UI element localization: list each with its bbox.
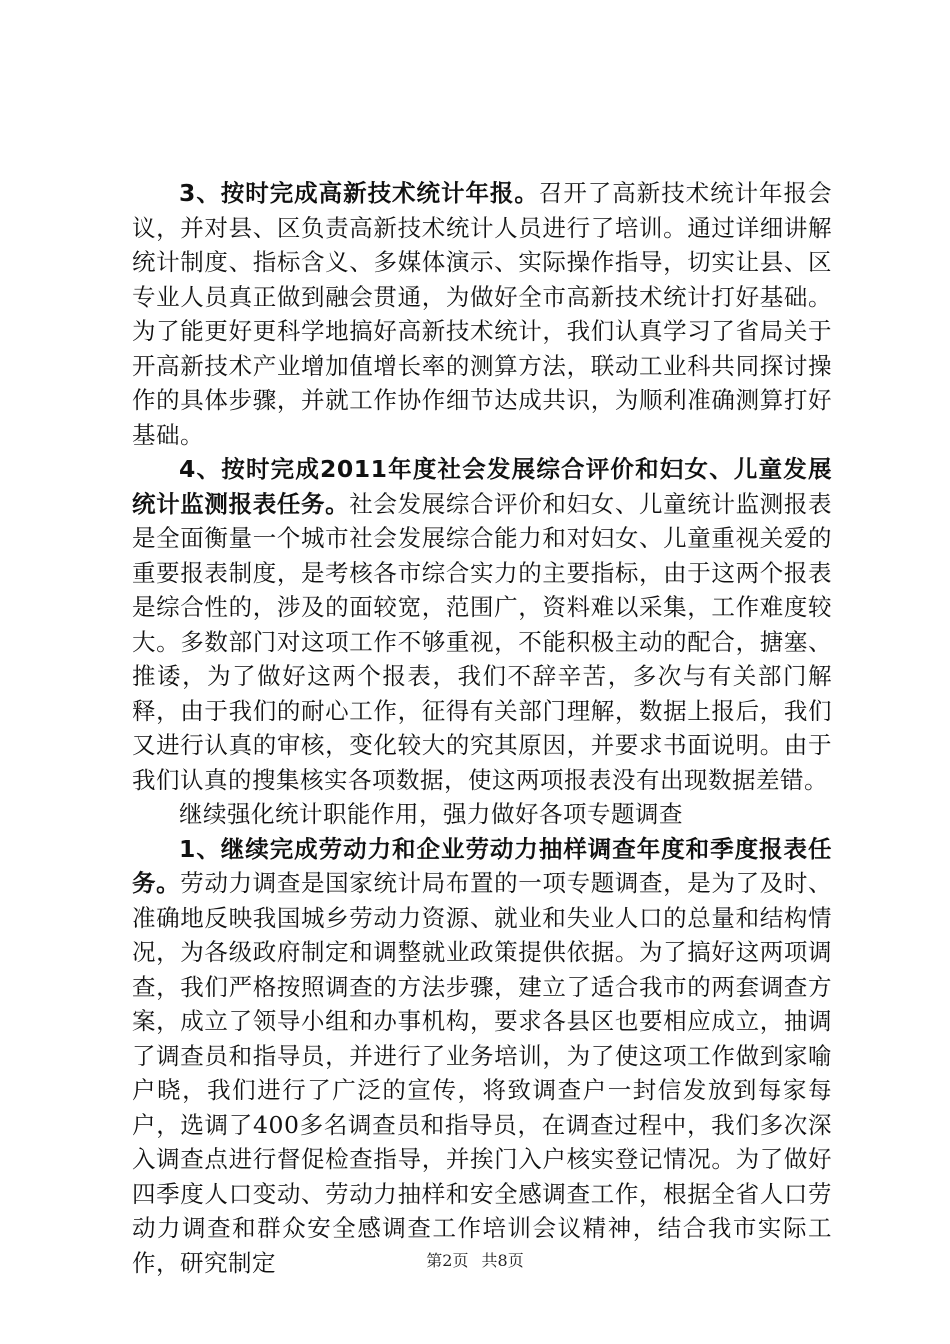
paragraph-social-development-report: [132, 452, 832, 797]
paragraph-lead: 1、继续完成劳动力和企业劳动力抽样调查年度和季度报表任务。: [132, 834, 832, 897]
paragraph-lead: 4、按时完成2011年度社会发展综合评价和妇女、儿童发展统计监测报表任务。: [132, 455, 832, 518]
document-body: [132, 176, 832, 1280]
paragraph-text: 劳动力调查是国家统计局布置的一项专题调查，是为了及时、准确地反映我国城乡劳动力资源、就业和失业人口的总量和结构情况，为各级政府制定和调整就业政策提供依据。为了搞好这两项调查，我们严格按照调查的方法步骤，建立了适合我市的两套调查方案，成立了领导小组和办事机构，要求各县区也要相应成立，抽调了调查员和指导员，并进行了业务培训，为了使这项工作做到家喻户晓，我们进行了广泛的宣传，将致调查户一封信发放到每家每户，选调了400多名调查员和指导员，在调查过程中，我们多次深入调查点进行督促检查指导，并挨门入户核实登记情况。为了做好四季度人口变动、劳动力抽样和安全感调查工作，根据全省人口劳动力调查和群众安全感调查工作培训会议精神，结合我市实际工作，研究制定: [132, 869, 833, 1277]
page-footer: [0, 1248, 950, 1271]
page-total: 共8页: [481, 1251, 524, 1270]
paragraph-high-tech-annual-report: [132, 176, 832, 452]
section-heading: [132, 797, 832, 832]
page-number: 第2页: [426, 1251, 469, 1270]
paragraph-labor-survey: [132, 832, 832, 1281]
paragraph-text: 继续强化统计职能作用，强力做好各项专题调查: [179, 800, 683, 828]
paragraph-lead: 3、按时完成高新技术统计年报。: [179, 179, 539, 207]
paragraph-text: 召开了高新技术统计年报会议，并对县、区负责高新技术统计人员进行了培训。通过详细讲解统计制度、指标含义、多媒体演示、实际操作指导，切实让县、区专业人员真正做到融会贯通，为做好全市高新技术统计打好基础。为了能更好更科学地搞好高新技术统计，我们认真学习了省局关于开高新技术产业增加值增长率的测算方法，联动工业科共同探讨操作的具体步骤，并就工作协作细节达成共识，为顺利准确测算打好基础。: [132, 179, 832, 449]
paragraph-text: 社会发展综合评价和妇女、儿童统计监测报表是全面衡量一个城市社会发展综合能力和对妇女、儿童重视关爱的重要报表制度，是考核各市综合实力的主要指标，由于这两个报表是综合性的，涉及的面较宽，范围广，资料难以采集，工作难度较大。多数部门对这项工作不够重视，不能积极主动的配合，搪塞、推诿，为了做好这两个报表，我们不辞辛苦，多次与有关部门解释，由于我们的耐心工作，征得有关部门理解，数据上报后，我们又进行认真的审核，变化较大的究其原因，并要求书面说明。由于我们认真的搜集核实各项数据，使这两项报表没有出现数据差错。: [132, 489, 833, 794]
